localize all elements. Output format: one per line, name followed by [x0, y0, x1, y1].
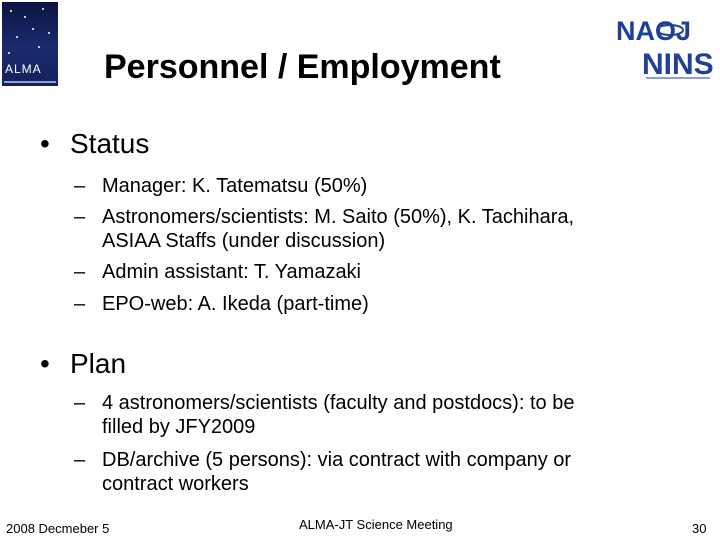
status-item-admin [74, 260, 361, 284]
dash-icon: – [74, 293, 86, 315]
status-item-text: EPO-web: A. Ikeda (part-time) [102, 293, 369, 315]
status-item-epo-web [74, 292, 369, 316]
status-item-text: Astronomers/scientists: M. Saito (50%), K. Tachihara, [102, 206, 575, 228]
naoj-logo-text: NAOJ [616, 16, 692, 46]
footer-event: ALMA-JT Science Meeting [299, 517, 453, 532]
alma-logo [2, 2, 58, 86]
status-item-astronomers [74, 205, 574, 253]
plan-heading-text: Plan [70, 348, 127, 379]
dash-icon: – [74, 206, 86, 228]
bullet-icon: • [40, 348, 50, 379]
status-item-text-continued: ASIAA Staffs (under discussion) [102, 230, 386, 252]
footer-date: 2008 Decmeber 5 [6, 521, 110, 536]
dash-icon: – [74, 261, 86, 283]
plan-item-text: DB/archive (5 persons): via contract with company or [102, 449, 572, 471]
dash-icon: – [74, 449, 86, 471]
alma-logo-underline [4, 81, 56, 83]
status-item-manager [74, 174, 367, 198]
status-item-text: Admin assistant: T. Yamazaki [102, 261, 362, 283]
status-heading-text: Status [70, 128, 150, 159]
plan-heading [40, 348, 126, 380]
status-item-text: Manager: K. Tatematsu (50%) [102, 175, 368, 197]
dash-icon: – [74, 392, 86, 414]
plan-item-text-continued: filled by JFY2009 [102, 416, 256, 438]
plan-item-astronomers [74, 391, 574, 439]
naoj-nins-logo [612, 10, 718, 82]
plan-item-text: 4 astronomers/scientists (faculty and postdocs): to be [102, 392, 575, 414]
bullet-icon: • [40, 128, 50, 159]
dash-icon: – [74, 175, 86, 197]
status-heading [40, 128, 149, 160]
plan-item-text-continued: contract workers [102, 473, 249, 495]
alma-logo-text: ALMA [5, 62, 42, 76]
slide-title: Personnel / Employment [104, 48, 501, 86]
plan-item-db-archive [74, 448, 571, 496]
footer-page-number: 30 [692, 521, 707, 536]
nins-logo-text: NINS [642, 48, 714, 81]
